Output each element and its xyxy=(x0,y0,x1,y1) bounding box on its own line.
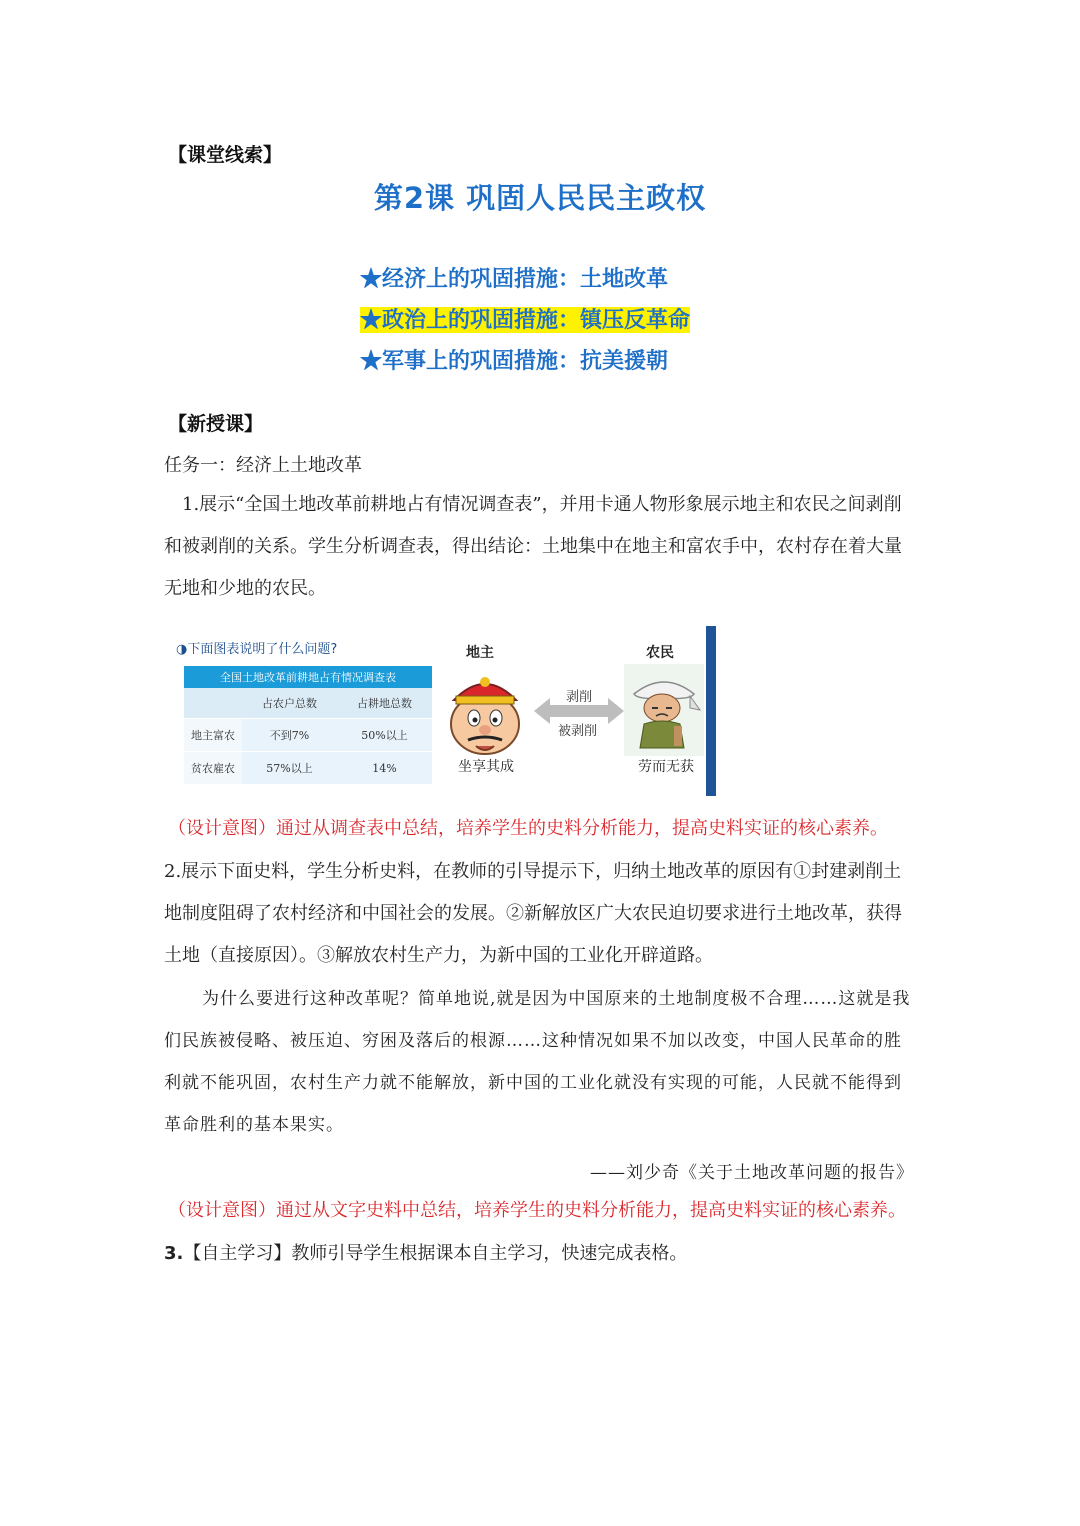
item-3-number: 3. xyxy=(164,1243,184,1264)
landlord-caption: 坐享其成 xyxy=(458,759,514,775)
paragraph-1: 1.展示“全国土地改革前耕地占有情况调查表”，并用卡通人物形象展示地主和农民之间剥削和被剥削的关系。学生分析调查表，得出结论：土地集中在地主和富农手中，农村存在着大量无地和少地的农民。 xyxy=(164,494,902,599)
farmer-caption: 劳而无获 xyxy=(638,759,694,775)
design-intent-1: （设计意图）通过从调查表中总结，培养学生的史料分析能力，提高史料实证的核心素养。 xyxy=(168,818,888,839)
paragraph-2: 2.展示下面史料，学生分析史料，在教师的引导提示下，归纳土地改革的原因有①封建剥削土地制度阻碍了农村经济和中国社会的发展。②新解放区广大农民迫切要求进行土地改革，获得土地（直接原因）。③解放农村生产力，为新中国的工业化开辟道路。 xyxy=(164,861,902,966)
survey-row-label: 地主富农 xyxy=(184,719,242,752)
lesson-title: 第2课 巩固人民民主政权 xyxy=(373,181,707,215)
survey-table xyxy=(184,666,432,784)
clue-military: ★军事上的巩固措施：抗美援朝 xyxy=(360,348,669,374)
liu-shaoqi-quote: 为什么要进行这种改革呢？简单地说,就是因为中国原来的土地制度极不合理……这就是我们民族被侵略、被压迫、穷困及落后的根源……这种情况如果不加以改变，中国人民革命的胜利就不能巩固，农村生产力就不能解放，新中国的工业化就没有实现的可能，人民就不能得到革命胜利的基本果实。 xyxy=(164,989,911,1135)
survey-cell: 57%以上 xyxy=(242,752,337,785)
clue-political xyxy=(360,303,690,334)
farmer-cartoon xyxy=(624,664,704,756)
survey-header-empty xyxy=(184,688,242,719)
quote-source: ——刘少奇《关于土地改革问题的报告》 xyxy=(590,1163,914,1183)
classroom-clue-label: 【课堂线索】 xyxy=(168,144,283,166)
new-lesson-label: 【新授课】 xyxy=(168,413,264,435)
clue-economic: ★经济上的巩固措施：土地改革 xyxy=(360,266,669,292)
item-3 xyxy=(164,1233,918,1275)
survey-row-label: 贫农雇农 xyxy=(184,752,242,785)
figure-question: ◑下面图表说明了什么问题? xyxy=(176,642,338,657)
figure-blue-bar xyxy=(706,626,716,796)
survey-cell: 14% xyxy=(337,752,432,785)
landlord-cartoon xyxy=(442,664,528,760)
landlord-label: 地主 xyxy=(466,645,494,661)
land-survey-figure xyxy=(176,622,722,798)
survey-header-land: 占耕地总数 xyxy=(337,688,432,719)
arrow-exploit-label: 剥削 xyxy=(566,690,593,705)
clue-political-highlight: ★政治上的巩固措施：镇压反革命 xyxy=(360,307,691,333)
task-one-heading: 任务一：经济上土地改革 xyxy=(164,455,362,476)
survey-table-caption: 全国土地改革前耕地占有情况调查表 xyxy=(184,666,432,688)
item-3-text: 【自主学习】教师引导学生根据课本自主学习，快速完成表格。 xyxy=(183,1243,688,1264)
survey-cell: 不到7% xyxy=(242,719,337,752)
design-intent-2: （设计意图）通过从文字史料中总结，培养学生的史料分析能力，提高史料实证的核心素养。 xyxy=(168,1200,906,1221)
survey-cell: 50%以上 xyxy=(337,719,432,752)
survey-header-households: 占农户总数 xyxy=(242,688,337,719)
farmer-label: 农民 xyxy=(646,645,674,661)
arrow-exploited-label: 被剥削 xyxy=(558,724,598,739)
